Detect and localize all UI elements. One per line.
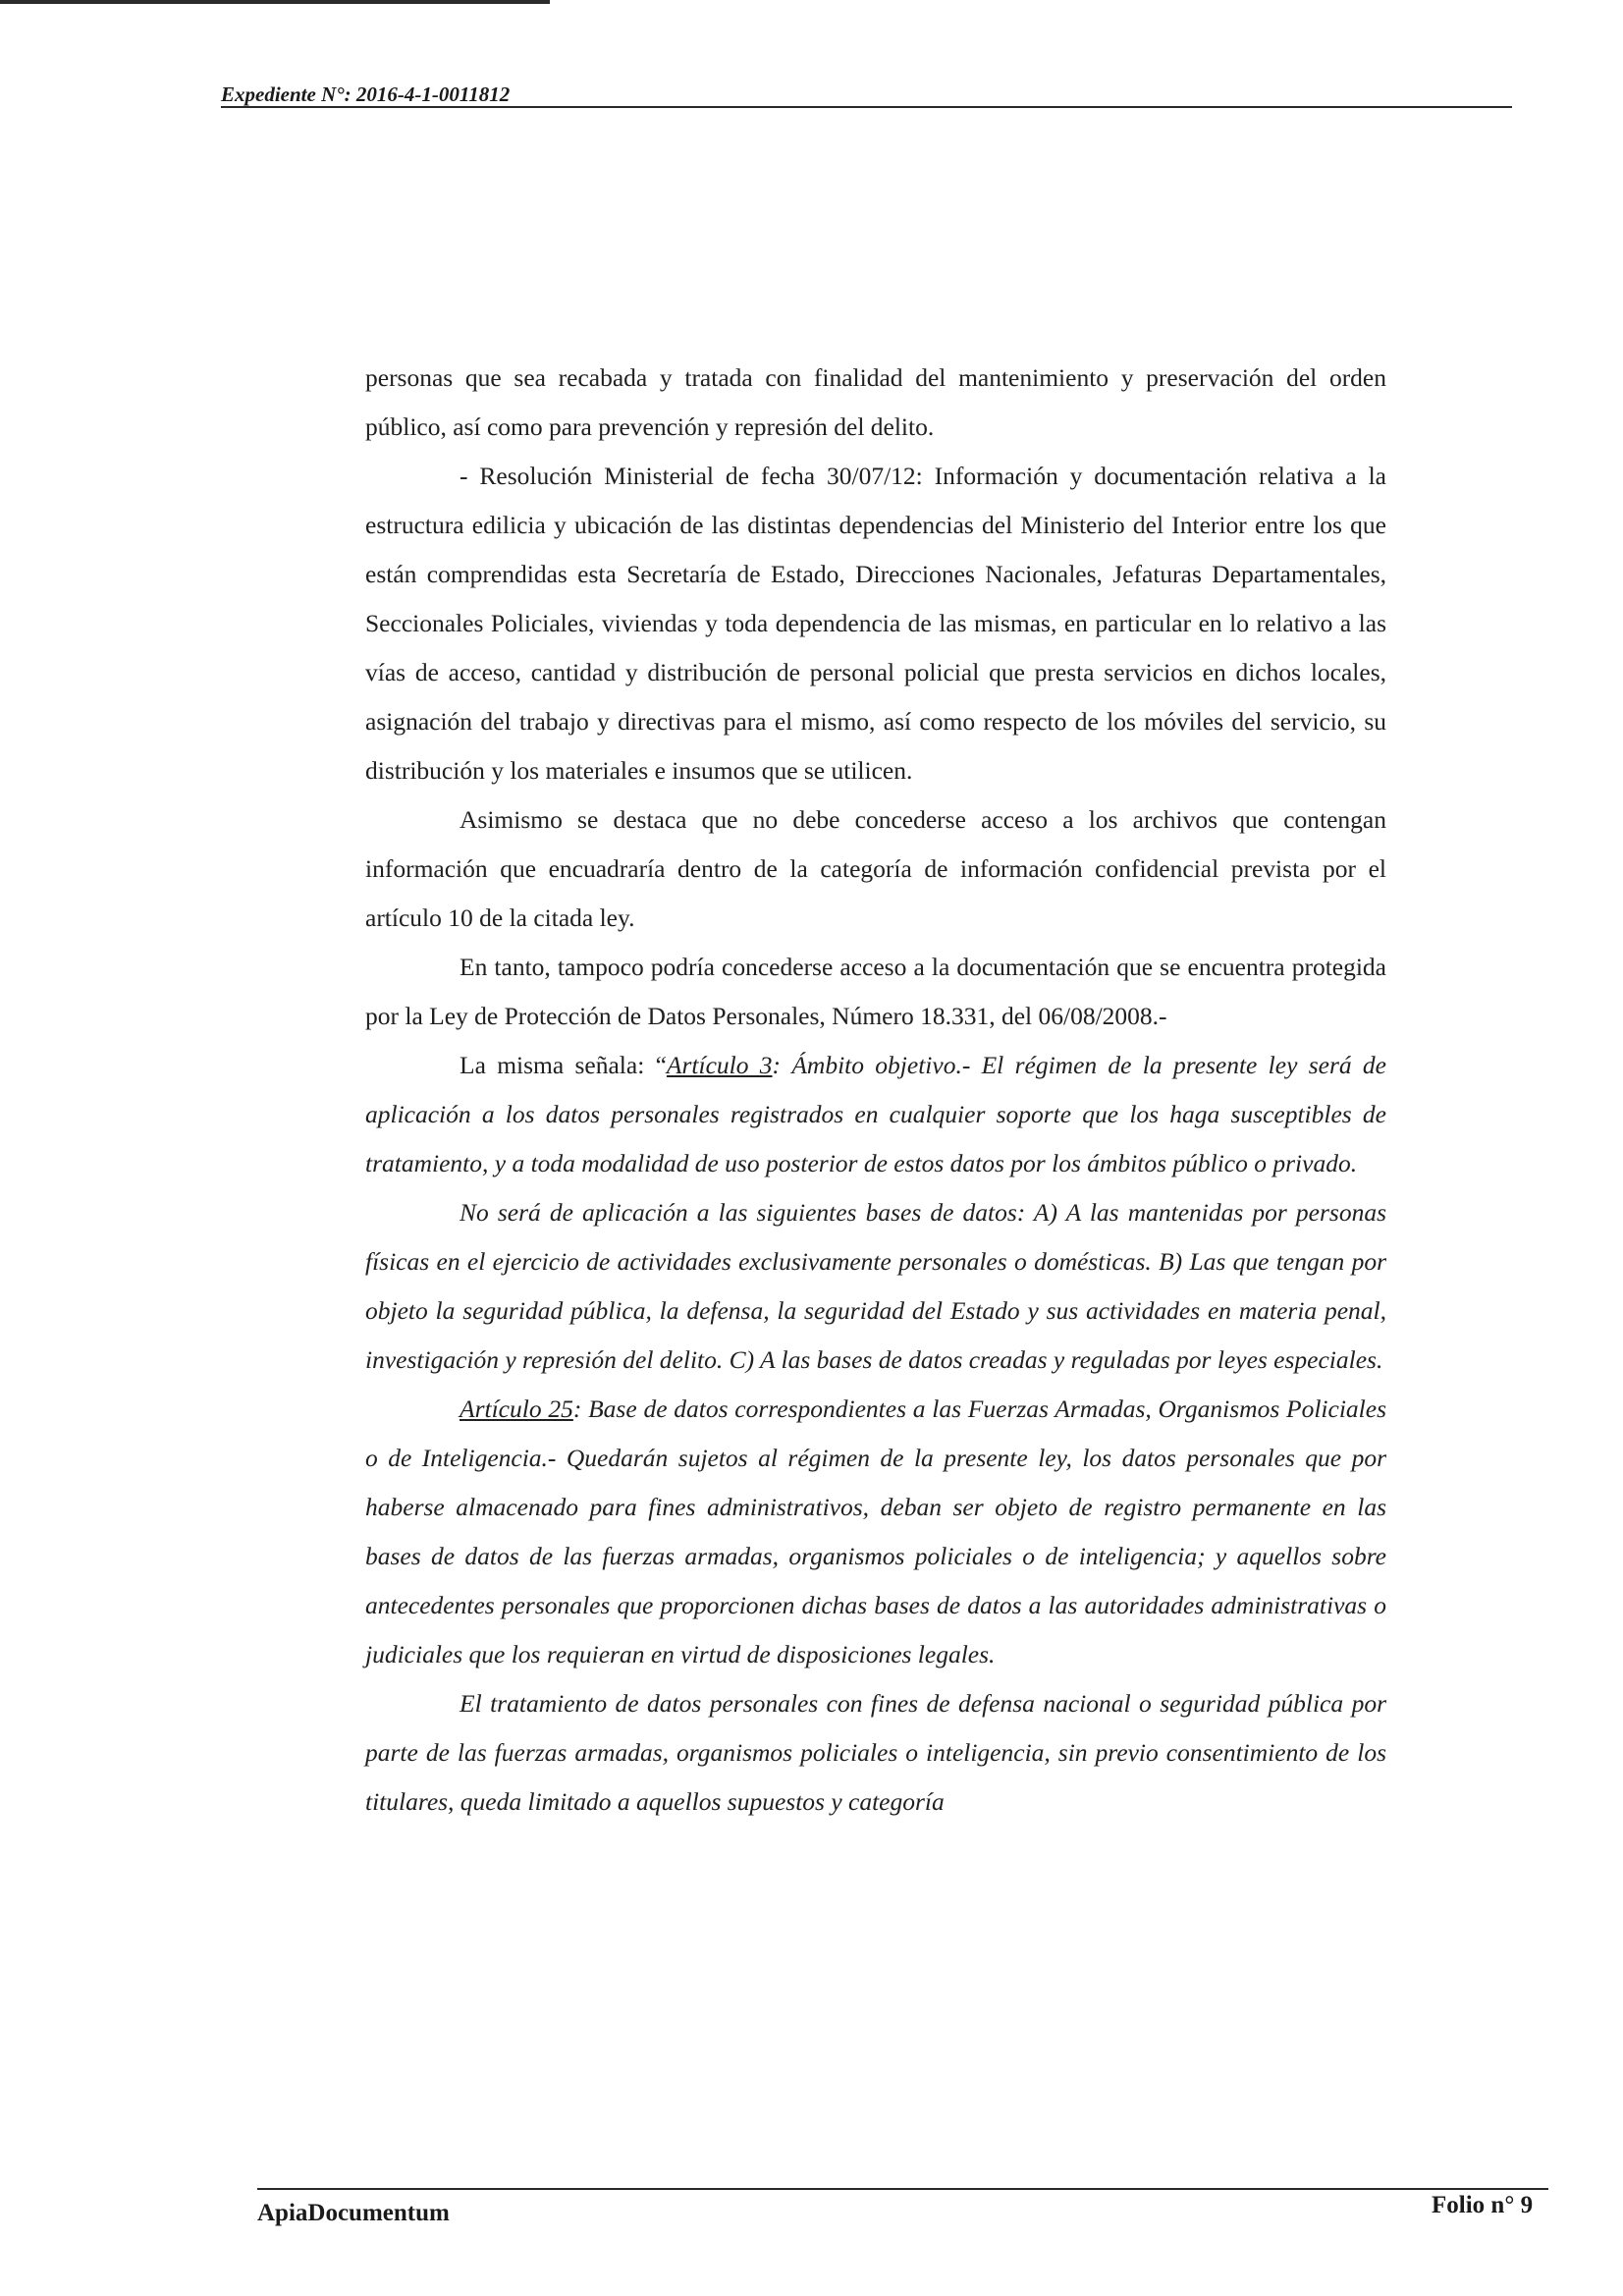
folio-number: Folio n° 9 (1432, 2192, 1534, 2218)
articulo-25-text: : Base de datos correspondientes a las Fuerzas Armadas, Organismos Policiales o de Inteligencia.- Quedarán sujetos al régimen de la presente ley, los datos personales que por haberse almacenado para fines administrativos, deban ser objeto de registro permanente en las bases de datos de las fuerzas armadas, organismos policiales o de inteligencia; y aquellos sobre antecedentes personales que proporcionen dichas bases de datos a las autoridades administrativas o judiciales que los requieran en virtud de disposiciones legales. (365, 1394, 1386, 1668)
paragraph-articulo-25 (365, 1385, 1386, 1679)
lead-text: La misma señala: “ (460, 1051, 667, 1079)
articulo-3-ref: Artículo 3 (666, 1051, 773, 1079)
footer-rule (257, 2188, 1548, 2190)
paragraph-articulo-3 (365, 1041, 1386, 1188)
footer-system-name: ApiaDocumentum (257, 2200, 450, 2226)
paragraph-asimismo: Asimismo se destaca que no debe concederse acceso a los archivos que contengan información que encuadraría dentro de la categoría de información confidencial prevista por el artículo 10 de la citada ley. (365, 805, 1386, 932)
paragraph-en-tanto: En tanto, tampoco podría concederse acceso a la documentación que se encuentra protegida por la Ley de Protección de Datos Personales, Número 18.331, del 06/08/2008.- (365, 953, 1386, 1030)
paragraph-resolucion: - Resolución Ministerial de fecha 30/07/12: Información y documentación relativa a la estructura edilicia y ubicación de las distintas dependencias del Ministerio del Interior entre los que están comprendidas esta Secretaría de Estado, Direcciones Nacionales, Jefaturas Departamentales, Seccionales Policiales, viviendas y toda dependencia de las mismas, en particular en lo relativo a las vías de acceso, cantidad y distribución de personal policial que presta servicios en dichos locales, asignación del trabajo y directivas para el mismo, así como respecto de los móviles del servicio, su distribución y los materiales e insumos que se utilicen. (365, 462, 1386, 785)
paragraph-no-sera: No será de aplicación a las siguientes bases de datos: A) A las mantenidas por personas físicas en el ejercicio de actividades exclusivamente personales o domésticas. B) Las que tengan por objeto la seguridad pública, la defensa, la seguridad del Estado y sus actividades en materia penal, investigación y represión del delito. C) A las bases de datos creadas y reguladas por leyes especiales. (365, 1198, 1386, 1374)
expediente-header: Expediente N°: 2016-4-1-0011812 (221, 82, 511, 106)
header-rule (221, 106, 1512, 108)
paragraph-1: personas que sea recabada y tratada con finalidad del mantenimiento y preservación del orden público, así como para prevención y represión del delito. (365, 363, 1386, 441)
paragraph-tratamiento: El tratamiento de datos personales con fines de defensa nacional o seguridad pública por parte de las fuerzas armadas, organismos policiales o inteligencia, sin previo consentimiento de los titulares, queda limitado a aquellos supuestos y categoría (365, 1689, 1386, 1816)
articulo-25-ref: Artículo 25 (460, 1394, 573, 1423)
scan-edge (0, 0, 550, 4)
document-body (365, 354, 1386, 1827)
articulo-3-text: : Ámbito objetivo.- El régimen de la presente ley será de aplicación a los datos personales registrados en cualquier soporte que los haga susceptibles de tratamiento, y a toda modalidad de uso posterior de estos datos por los ámbitos público o privado. (365, 1051, 1386, 1177)
